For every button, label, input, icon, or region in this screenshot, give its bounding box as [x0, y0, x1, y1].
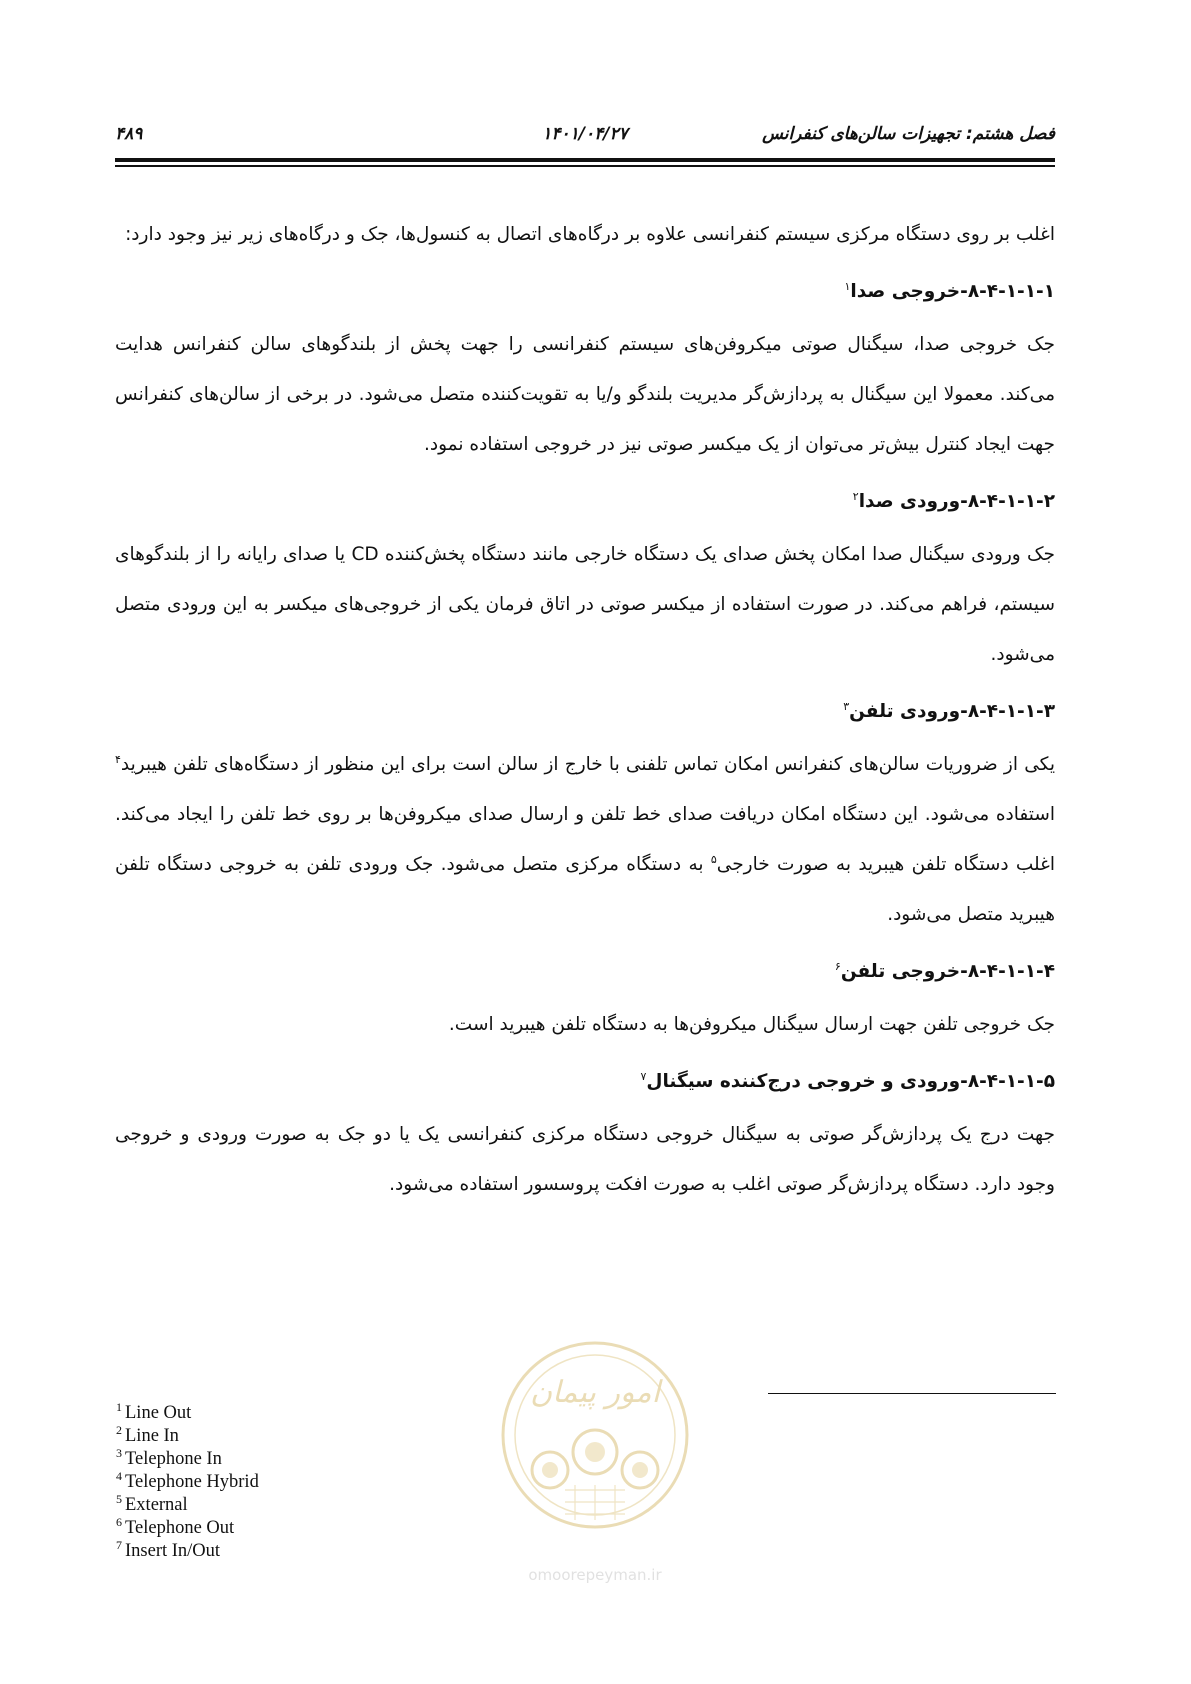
footnote-ref: ۱ [844, 279, 851, 293]
header-date: ۱۴۰۱/۰۴/۲۷ [542, 124, 628, 144]
footnote-ref: ۷ [640, 1069, 647, 1083]
watermark-logo-text: امور پیمان [530, 1375, 660, 1410]
header-rule-thin [115, 165, 1055, 167]
watermark-url: omoorepeyman.ir [528, 1566, 662, 1584]
footnote-item: $^7$ Insert In/Out [116, 1537, 221, 1561]
footnotes [116, 1399, 516, 1563]
section-body-5: جهت درج یک پردازش‌گر صوتی به سیگنال خروجی دستگاه مرکزی کنفرانسی یک یا دو جک به صورت ورودی و خروجی وجود دارد. دستگاه پردازش‌گر صوتی اغلب به صورت افکت پروسسور استفاده می‌شود. [115, 1124, 1055, 1195]
watermark [495, 1330, 695, 1590]
footnote-separator [768, 1393, 1056, 1394]
header-rule-thick [115, 158, 1055, 162]
intro-paragraph: اغلب بر روی دستگاه مرکزی سیستم کنفرانسی علاوه بر درگاه‌های اتصال به کنسول‌ها، جک و درگاه‌های زیر نیز وجود دارد: [125, 224, 1055, 245]
footnote-item: $^4$ Telephone Hybrid [116, 1468, 259, 1492]
footnote-item: $^3$ Telephone In [116, 1445, 222, 1469]
page-number: ۴۸۹ [115, 124, 143, 144]
footnote-item: $^1$ Line Out [116, 1399, 192, 1423]
section-body-1: جک خروجی صدا، سیگنال صوتی میکروفن‌های سیستم کنفرانسی را جهت پخش از بلندگوهای سالن کنفرانس هدایت می‌کند. معمولا این سیگنال به پردازش‌گر مدیریت بلندگو و/یا به تقویت‌کننده متصل می‌شود. در برخی از سالن‌های کنفرانس جهت ایجاد کنترل بیش‌تر می‌توان از یک میکسر صوتی نیز در خروجی استفاده نمود. [115, 334, 1055, 455]
footnote-ref: ۳ [843, 699, 850, 713]
footnote-ref: ۴ [115, 752, 121, 766]
chapter-title: فصل هشتم: تجهیزات سالن‌های کنفرانس [762, 124, 1055, 144]
section-body-3: یکی از ضروریات سالن‌های کنفرانس امکان تماس تلفنی با خارج از سالن است برای این منظور از دستگاه‌های تلفن هیبرید$^۴$ استفاده می‌شود. این دستگاه امکان دریافت صدای خط تلفن و ارسال صدای میکروفن‌ها بر روی خط تلفن را ایجاد می‌کند. اغلب دستگاه تلفن هیبرید به صورت خارجی$^۵$ به دستگاه مرکزی متصل می‌شود. جک ورودی تلفن به خروجی دستگاه تلفن هیبرید متصل می‌شود. [115, 752, 1055, 925]
footnote-item: $^5$ External [116, 1491, 188, 1515]
footnote-item: $^6$ Telephone Out [116, 1514, 235, 1538]
page-body [115, 210, 1055, 1210]
section-heading-4: ۸-۴-۱-۱-۴-خروجی تلفن$^۶$ [834, 959, 1055, 982]
section-heading-3: ۸-۴-۱-۱-۳-ورودی تلفن$^۳$ [843, 699, 1055, 722]
watermark-logo-icon [495, 1330, 695, 1560]
section-body-2: جک ورودی سیگنال صدا امکان پخش صدای یک دستگاه خارجی مانند دستگاه پخش‌کننده CD یا صدای رایانه را از بلندگوهای سیستم، فراهم می‌کند. در صورت استفاده از میکسر صوتی در اتاق فرمان یکی از خروجی‌های میکسر به این ورودی متصل می‌شود. [115, 544, 1055, 665]
footnote-ref: ۶ [834, 959, 841, 973]
page-header [115, 118, 1055, 148]
footnote-item: $^2$ Line In [116, 1422, 179, 1446]
section-heading-5: ۸-۴-۱-۱-۵-ورودی و خروجی درج‌کننده سیگنال$^۷$ [640, 1069, 1055, 1092]
section-heading-2: ۸-۴-۱-۱-۲-ورودی صدا$^۲$ [852, 489, 1055, 512]
footnote-ref: ۵ [710, 852, 717, 866]
section-heading-1: ۸-۴-۱-۱-۱-خروجی صدا$^۱$ [844, 279, 1055, 302]
footnote-ref: ۲ [852, 489, 859, 503]
section-body-4: جک خروجی تلفن جهت ارسال سیگنال میکروفن‌ها به دستگاه تلفن هیبرید است. [448, 1014, 1055, 1035]
